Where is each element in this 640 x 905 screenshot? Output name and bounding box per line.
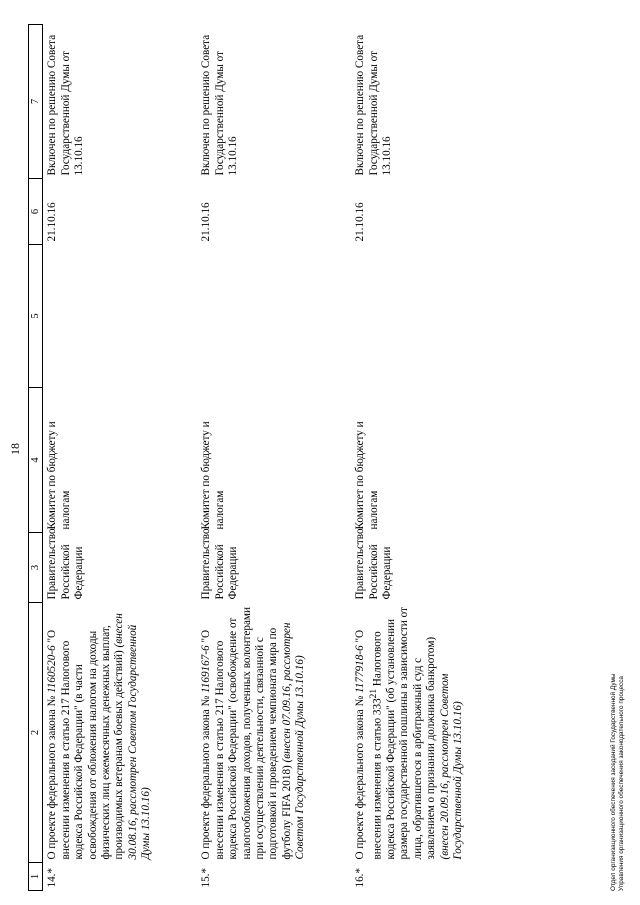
bill-introduced: (внесен 20.09.16, рассмотрен Советом Государственной Думы 13.10.16) [438, 673, 464, 860]
bill-title: О проекте федерального закона № [354, 695, 367, 860]
status: Включен по решению Совета Государственной Думы от 13.10.16 [354, 34, 394, 176]
table-row [43, 25, 199, 891]
table-row [352, 25, 506, 891]
bill-number: 1160520-6 [46, 645, 59, 693]
status: Включен по решению Совета Государственной Думы от 13.10.16 [46, 34, 86, 176]
column-5-cell [352, 245, 506, 388]
bill-description: "О внесении изменения в статью 217 Налогового кодекса Российской Федерации" (в части освобождения от обложения налогом на доходы физических лиц ежемесячных денежных выплат, производимых ветеранам боевых действий) [46, 625, 126, 860]
row-number: 15.* [200, 867, 213, 888]
bill-cell [352, 603, 506, 863]
column-number: 1 [29, 863, 43, 891]
initiator: Правительство Российской Федерации [46, 528, 86, 600]
committee: Комитет по бюджету и налогам [354, 421, 380, 530]
article-superscript: 21 [368, 688, 379, 699]
row-number: 16.* [354, 867, 367, 888]
bill-number: 1177918-6 [354, 645, 367, 693]
status: Включен по решению Совета Государственной Думы от 13.10.16 [200, 34, 240, 176]
bill-description: "О внесении изменения в статью 217 Налогового кодекса Российской Федерации" (освобождение от налогообложения доходов, полученных волонтерами при осуществлении деятельности, связанной с подготовкой и проведением чемпионата мира по футболу FIFA 2018) [200, 607, 293, 860]
initiator: Правительство Российской Федерации [354, 528, 394, 600]
bill-title: О проекте федерального закона № [46, 695, 59, 860]
row-number: 14.* [46, 867, 59, 888]
bill-title: О проекте федерального закона № [200, 695, 213, 860]
bill-cell [198, 603, 352, 863]
bill-description-start: "О внесении изменения в статью 333 [354, 629, 384, 860]
bill-description-end: Налогового кодекса Российской Федерации" (об установлении размера государственной пошлины в зависимости от лица, обратившегося в арбитражный суд с заявлением о признании должника банкротом) [371, 607, 438, 860]
footer-line-2: Управления организационного обеспечения законодательного процесса [618, 676, 625, 891]
column-number: 7 [29, 25, 43, 179]
bill-number: 1169167-6 [200, 645, 213, 693]
column-number: 4 [29, 388, 43, 533]
date: 21.10.16 [200, 202, 213, 242]
initiator: Правительство Российской Федерации [200, 528, 240, 600]
footer-note [610, 674, 626, 892]
bill-introduced: (внесен 07.09.16, рассмотрен Советом Государственной Думы 13.10.16) [280, 622, 307, 860]
footer-line-1: Отдел организационного обеспечения заседаний Государственной Думы [610, 673, 617, 891]
date: 21.10.16 [354, 202, 367, 242]
bill-introduced: (внесен 30.08.16, рассмотрен Советом Государственной Думы 13.10.16) [113, 613, 153, 860]
column-number: 5 [29, 245, 43, 388]
column-number: 3 [29, 533, 43, 603]
page-number: 18 [8, 443, 22, 455]
column-number-row [29, 25, 43, 891]
committee: Комитет по бюджету и налогам [200, 421, 226, 530]
agenda-table [28, 24, 506, 891]
bill-cell [43, 603, 199, 863]
committee: Комитет по бюджету и налогам [46, 421, 72, 530]
column-number: 2 [29, 603, 43, 863]
column-5-cell [198, 245, 352, 388]
column-5-cell [43, 245, 199, 388]
date: 21.10.16 [46, 202, 59, 242]
table-row [198, 25, 352, 891]
column-number: 6 [29, 179, 43, 245]
